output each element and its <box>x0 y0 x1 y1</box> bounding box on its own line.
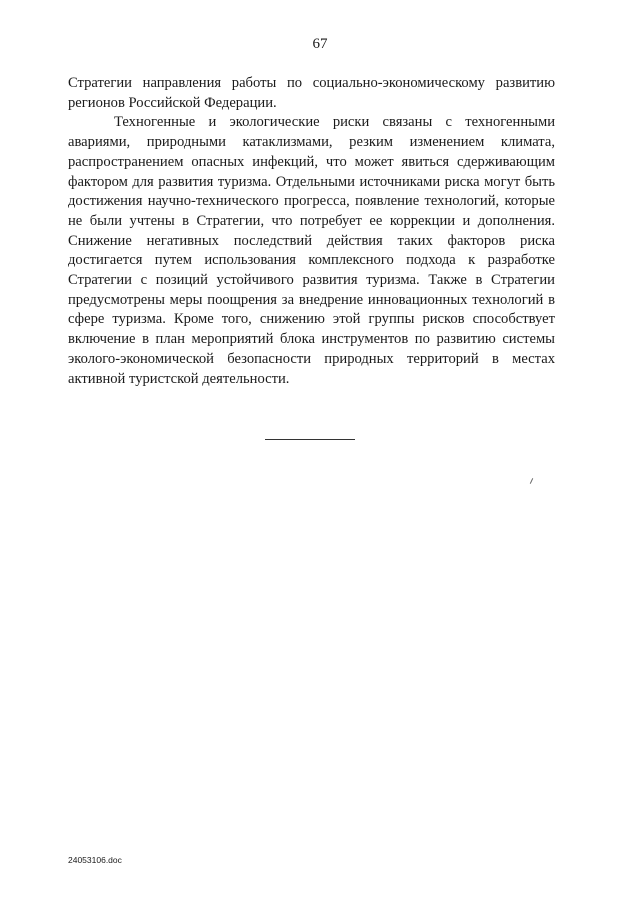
page-number: 67 <box>312 36 328 52</box>
document-body <box>68 74 555 389</box>
paragraph-continuation: Стратегии направления работы по социально-экономическому развитию регионов Российской Федерации. <box>68 75 555 111</box>
end-of-text-divider <box>265 439 355 440</box>
footer-file-name: 24053106.doc <box>68 855 122 865</box>
paragraph-technogenic-risks: Техногенные и экологические риски связаны с техногенными авариями, природными катаклизмами, резким изменением климата, распространением опасных инфекций, что может явиться сдерживающим фактором для развития туризма. Отдельными источниками риска могут быть достижения научно-технического прогресса, появление технологий, которые не были учтены в Стратегии, что потребует ее коррекции и дополнения. Снижение негативных последствий действия таких факторов риска достигается путем использования комплексного подхода к разработке Стратегии с позиций устойчивого развития туризма. Также в Стратегии предусмотрены меры поощрения за внедрение инновационных технологий в сфере туризма. Кроме того, снижению этой группы рисков способствует включение в план мероприятий блока инструментов по развитию системы эколого-экономической безопасности природных территорий в местах активной туристской деятельности. <box>68 114 555 387</box>
scan-speck <box>530 478 533 484</box>
